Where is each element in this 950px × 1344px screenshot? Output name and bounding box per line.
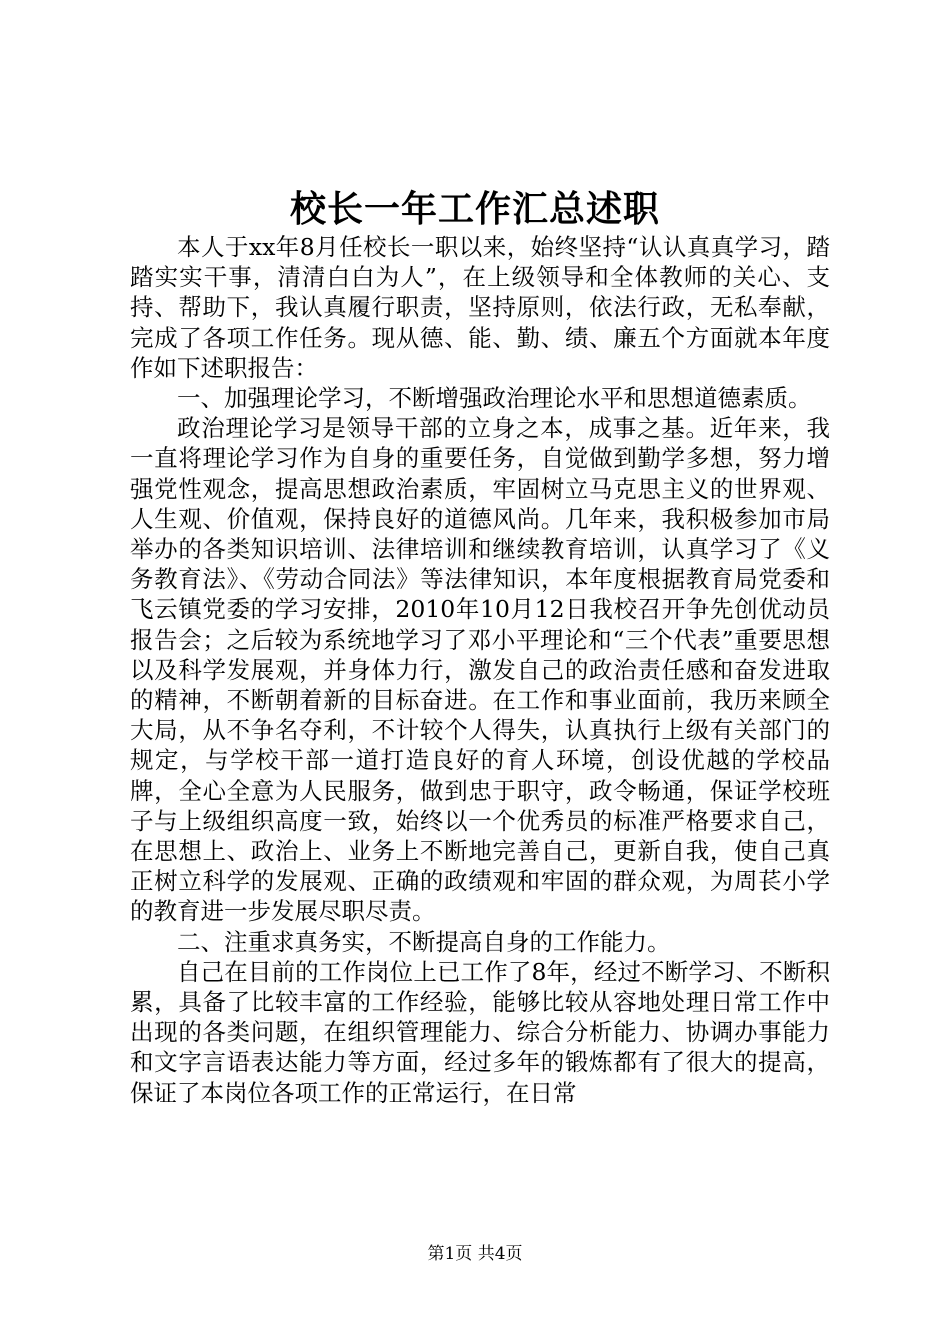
paragraph-theory-study: 政治理论学习是领导干部的立身之本，成事之基。近年来，我一直将理论学习作为自身的重要任务，自觉做到勤学多想，努力增强党性观念，提高思想政治素质，牢固树立马克思主义的世界观、人生观、价值观，保持良好的道德风尚。几年来，我积极参加市局举办的各类知识培训、法律培训和继续教育培训，认真学习了《义务教育法》、《劳动合同法》等法律知识，本年度根据教育局党委和飞云镇党委的学习安排，2010年10月12日我校召开争先创优动员报告会；之后较为系统地学习了邓小平理论和“三个代表”重要思想以及科学发展观，并身体力行，激发自己的政治责任感和奋发进取的精神，不断朝着新的目标奋进。在工作和事业面前，我历来顾全大局，从不争名夺利，不计较个人得失，认真执行上级有关部门的规定，与学校干部一道打造良好的育人环境，创设优越的学校品牌，全心全意为人民服务，做到忠于职守，政令畅通，保证学校班子与上级组织高度一致，始终以一个优秀员的标准严格要求自己，在思想上、政治上、业务上不断地完善自己，更新自我，使自己真正树立科学的发展观、正确的政绩观和牢固的群众观，为周苌小学的教育进一步发展尽职尽责。 — [130, 414, 830, 926]
document-body — [130, 232, 830, 1108]
paragraph-intro: 本人于xx年8月任校长一职以来，始终坚持“认认真真学习，踏踏实实干事，清清白白为人”，在上级领导和全体教师的关心、支持、帮助下，我认真履行职责，坚持原则，依法行政，无私奉献，完成了各项工作任务。现从德、能、勤、绩、廉五个方面就本年度作如下述职报告： — [130, 233, 830, 382]
document-title: 校长一年工作汇总述职 — [289, 188, 660, 230]
section-heading-1: 一、加强理论学习，不断增强政治理论水平和思想道德素质。 — [177, 384, 812, 413]
section-heading-2: 二、注重求真务实，不断提高自身的工作能力。 — [177, 927, 671, 956]
paragraph-work-ability: 自己在目前的工作岗位上已工作了8年，经过不断学习、不断积累，具备了比较丰富的工作经验，能够比较从容地处理日常工作中出现的各类问题，在组织管理能力、综合分析能力、协调办事能力和文字言语表达能力等方面，经过多年的锻炼都有了很大的提高，保证了本岗位各项工作的正常运行，在日常 — [130, 957, 830, 1107]
page-number-footer: 第1页 共4页 — [427, 1244, 523, 1264]
